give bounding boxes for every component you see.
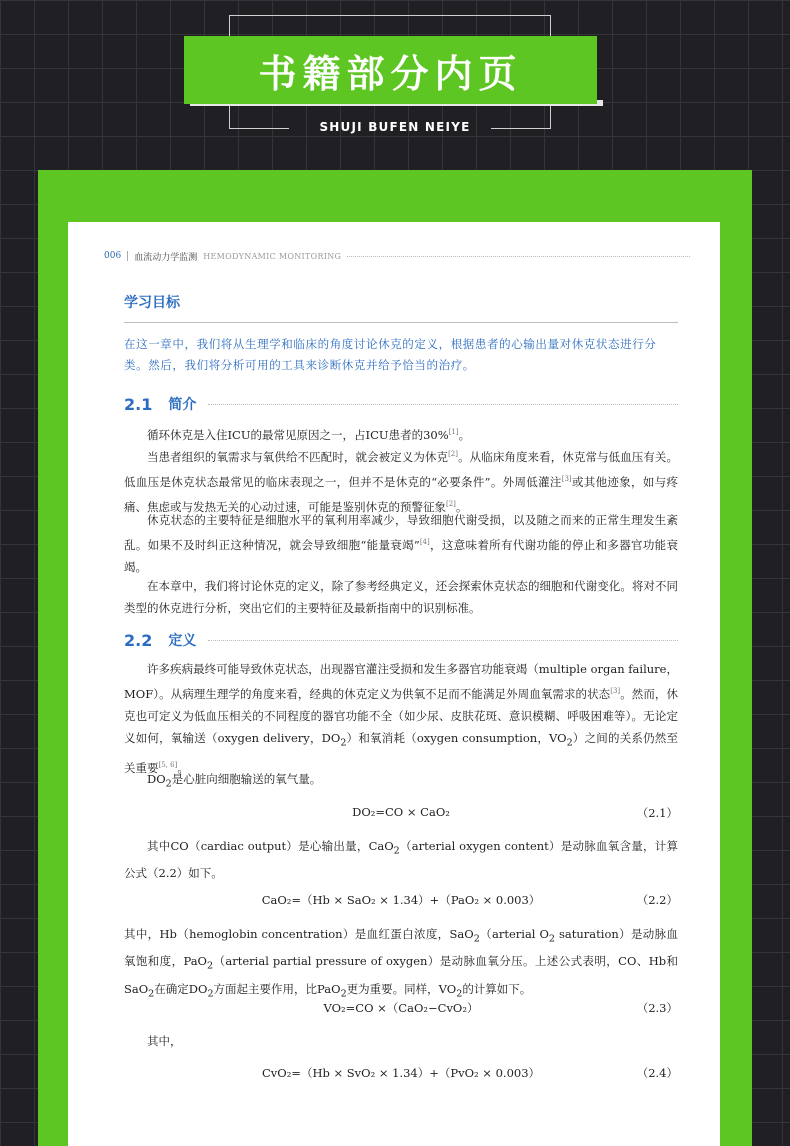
objectives-text: 在这一章中，我们将从生理学和临床的角度讨论休克的定义，根据患者的心输出量对休克状态进行分类。然后，我们将分析可用的工具来诊断休克并给予恰当的治疗。 [124,337,657,372]
section-dotted-rule [208,640,678,641]
banner-frame-bottom-right [491,128,551,129]
section-title: 定义 [168,633,197,649]
paragraph: 其中，Hb（hemoglobin concentration）是血红蛋白浓度，SaO$_2$（arterial $O_2$ saturation）是动脉血氧饱和度，PaO$_2$（arterial partial pressure of oxygen）是动脉血氧分压。上述公式表明，CO、Hb和SaO$_2$在确定$DO_2$方面起主要作用，比PaO$_2$更为重要。同样，$VO_2$的计算如下。 [124,927,678,999]
citation: [5, 6] [158,761,178,770]
section-number: 2.2 [124,630,153,650]
section-2-2-heading [124,630,678,650]
section-2-1-heading [124,394,678,414]
equation-formula: CvO₂=（Hb × SvO₂ × 1.34）+（PvO₂ × 0.003） [261,1066,541,1080]
section-number: 2.1 [124,394,153,414]
page-header [104,250,690,262]
citation: [3] [610,687,621,695]
paragraph: 休克状态的主要特征是细胞水平的氧利用率减少，导致细胞代谢受损，以及随之而来的正常生理发生紊乱。如果不及时纠正这种情况，就会导致细胞“能量衰竭”[4]，这意味着所有代谢功能的停止和多器官功能衰竭。 [124,513,678,574]
paragraph: 在本章中，我们将讨论休克的定义，除了参考经典定义，还会探索休克状态的细胞和代谢变化。将对不同类型的休克进行分析，突出它们的主要特征及最新指南中的识别标准。 [124,579,678,615]
paragraph: 其中， [147,1034,182,1048]
section-dotted-rule [208,404,678,405]
paragraph: 许多疾病最终可能导致休克状态，出现器官灌注受损和发生多器官功能衰竭（multiple organ failure，MOF）。从病理生理学的角度来看，经典的休克定义为供氧不足而不能满足外周血氧需求的状态[3]。然而，休克也可定义为低血压相关的不同程度的器官功能不全（如少尿、皮肤花斑、意识模糊、呼吸困难等）。无论定义如何，氧输送（oxygen delivery，$DO_2$）和氧消耗（oxygen consumption，$VO_2$）之间的关系仍然至关重要[5, 6]。 [124,662,679,775]
equation-number: （2.3） [636,1001,678,1015]
equation-2-4 [124,1065,678,1085]
citation: [4] [419,538,430,546]
citation: [1] [448,428,459,436]
citation: [2] [448,450,458,458]
paragraph: 其中CO（cardiac output）是心输出量，CaO$_2$（arterial oxygen content）是动脉血氧含量，计算公式（2.2）如下。 [124,839,679,881]
citation: [2] [446,499,456,508]
book-page [68,222,720,1146]
header-divider [127,251,128,261]
equation-formula: VO₂=CO ×（CaO₂−CvO₂） [323,1001,479,1015]
equation-number: （2.2） [636,893,678,907]
page-number: 006 [104,251,122,261]
equation-number: （2.1） [636,806,678,820]
objectives-rule [124,322,678,323]
section-title: 简介 [168,397,197,413]
paragraph: 循环休克是入住ICU的最常见原因之一，占ICU患者的30%[1]。 [147,427,471,442]
header-dotted-rule [347,256,690,257]
equation-number: （2.4） [636,1066,678,1080]
paragraph: 当患者组织的氧需求与氧供给不匹配时，就会被定义为休克[2]。从临床角度来看，休克常与低血压有关。低血压是休克状态最常见的临床表现之一，但并不是休克的“必要条件”。外周低灌注[3]或其他迹象，如与疼痛、焦虑或与发热无关的心动过速，可能是鉴别休克的预警征象[2]。 [124,449,679,514]
banner-subtitle: SHUJI BUFEN NEIYE [319,120,471,134]
book-title-cn: 血流动力学监测 [134,252,198,263]
banner-title: 书籍部分内页 [184,36,597,104]
equation-formula: DO₂=CO × CaO₂ [352,805,450,819]
objectives-heading: 学习目标 [124,295,180,311]
equation-2-1 [124,805,678,825]
equation-2-3 [124,1000,678,1020]
equation-2-2 [124,892,678,912]
banner-frame-bottom-left [229,128,289,129]
paragraph: $DO_2$是心脏向细胞输送的氧气量。 [147,772,322,790]
citation: [3] [561,474,572,483]
book-title-en: HEMODYNAMIC MONITORING [203,251,342,261]
equation-formula: CaO₂=（Hb × SaO₂ × 1.34）+（PaO₂ × 0.003） [261,893,541,907]
